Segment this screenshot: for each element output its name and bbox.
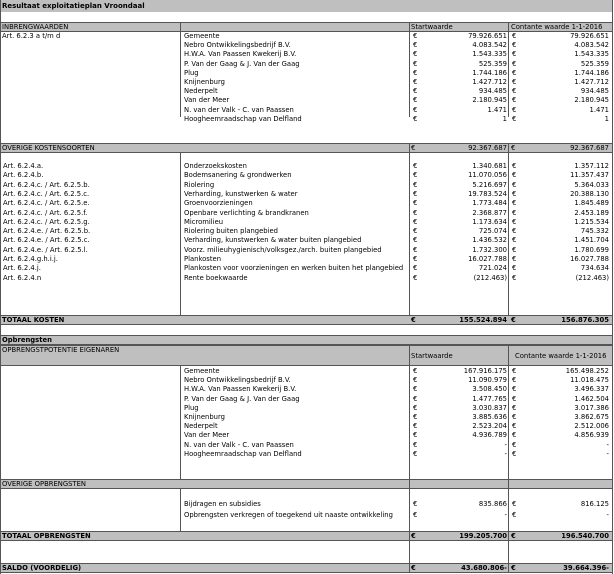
row-description: Verharding, kunstwerken & water bbox=[184, 189, 298, 198]
value-startwaarde: 934.485 bbox=[478, 87, 507, 96]
column-divider bbox=[508, 531, 509, 573]
currency-symbol: € bbox=[413, 440, 418, 449]
currency-symbol: € bbox=[413, 394, 418, 403]
currency-symbol: € bbox=[512, 376, 517, 385]
currency-symbol: € bbox=[512, 208, 517, 217]
table-row bbox=[0, 41, 612, 50]
table-row bbox=[0, 367, 612, 376]
value-contante-waarde: 816.125 bbox=[580, 500, 609, 508]
currency-symbol: € bbox=[413, 41, 418, 50]
table-row bbox=[0, 78, 612, 87]
value-contante-waarde: 16.027.788 bbox=[570, 255, 609, 263]
currency-symbol: € bbox=[512, 105, 517, 114]
saldo-startwaarde: 43.680.806- bbox=[461, 564, 507, 572]
row-description: Hoogheemraadschap van Delfland bbox=[184, 114, 302, 123]
opbrengsten-title-row bbox=[0, 335, 612, 345]
table-row bbox=[0, 87, 612, 96]
value-startwaarde: 1.477.765 bbox=[472, 394, 507, 403]
header-overige-opbrengsten bbox=[0, 479, 612, 489]
section-title: Opbrengsten bbox=[2, 336, 52, 344]
currency-symbol: € bbox=[512, 403, 517, 412]
section-label: OVERIGE OPBRENGSTEN bbox=[2, 480, 86, 488]
currency-symbol: € bbox=[413, 403, 418, 412]
column-divider bbox=[409, 143, 410, 315]
currency-symbol: € bbox=[413, 385, 418, 394]
currency-symbol: € bbox=[512, 367, 517, 375]
currency-symbol: € bbox=[512, 385, 517, 394]
value-contante-waarde: 1.543.335 bbox=[574, 50, 609, 59]
table-row bbox=[0, 115, 612, 124]
value-startwaarde: 1.340.681 bbox=[472, 162, 507, 170]
header-opbrengstpotentie bbox=[0, 345, 612, 366]
value-contante-waarde: 4.856.939 bbox=[574, 431, 609, 440]
column-divider bbox=[180, 153, 181, 315]
article-ref-row bbox=[0, 32, 612, 41]
header-overige-kostensoorten bbox=[0, 143, 612, 153]
row-description: Hoogheemraadschap van Delfland bbox=[184, 449, 302, 458]
currency-symbol: € bbox=[413, 199, 418, 208]
row-description: Onderzoekskosten bbox=[184, 162, 247, 170]
column-divider bbox=[409, 22, 410, 117]
currency-symbol: € bbox=[411, 564, 416, 572]
article-ref: Art. 6.2.4.j. bbox=[3, 264, 41, 273]
currency-symbol: € bbox=[512, 114, 517, 123]
row-description: Knijnenburg bbox=[184, 413, 225, 421]
table-row bbox=[0, 255, 612, 264]
row-description: Gemeente bbox=[184, 32, 220, 40]
article-ref: Art. 6.2.4.b. bbox=[3, 171, 44, 180]
table-row bbox=[0, 450, 612, 459]
value-startwaarde: 19.783.524 bbox=[468, 189, 507, 198]
row-description: H.W.A. Van Paassen Kwekerij B.V. bbox=[184, 385, 297, 394]
value-contante-waarde: 2.180.945 bbox=[574, 96, 609, 105]
currency-symbol: € bbox=[511, 532, 516, 540]
article-ref: Art. 6.2.4.a. bbox=[3, 162, 44, 170]
value-startwaarde: 1.773.484 bbox=[472, 199, 507, 208]
currency-symbol: € bbox=[512, 273, 517, 282]
currency-symbol: € bbox=[512, 500, 517, 508]
total-costs-row bbox=[0, 315, 612, 325]
value-startwaarde: - bbox=[504, 449, 507, 458]
value-startwaarde: 11.070.056 bbox=[468, 171, 507, 180]
currency-symbol: € bbox=[511, 144, 516, 152]
column-divider bbox=[409, 479, 410, 531]
value-contante-waarde: - bbox=[606, 440, 609, 449]
value-contante-waarde: 11.018.475 bbox=[570, 376, 609, 385]
currency-symbol: € bbox=[413, 255, 418, 263]
total-contante-waarde: 156.876.305 bbox=[561, 316, 609, 324]
table-row bbox=[0, 69, 612, 78]
sheet-title: Resultaat exploitatieplan Vroondaal bbox=[0, 0, 612, 12]
currency-symbol: € bbox=[512, 68, 517, 77]
article-ref: Art. 6.2.4.c. / Art. 6.2.5.g. bbox=[3, 217, 90, 226]
table-row bbox=[0, 422, 612, 431]
row-description: Openbare verlichting & brandkranen bbox=[184, 208, 309, 217]
table-row bbox=[0, 171, 612, 180]
currency-symbol: € bbox=[413, 273, 418, 282]
currency-symbol: € bbox=[413, 413, 418, 421]
column-divider bbox=[409, 345, 410, 479]
currency-symbol: € bbox=[413, 162, 418, 170]
article-ref: Art. 6.2.4.e. / Art. 6.2.5.b. bbox=[3, 227, 91, 236]
currency-symbol: € bbox=[413, 189, 418, 198]
saldo-contante-waarde: 39.664.396- bbox=[563, 564, 609, 572]
value-contante-waarde: 2.453.189 bbox=[574, 208, 609, 217]
currency-symbol: € bbox=[413, 50, 418, 59]
left-border bbox=[0, 0, 1, 574]
column-header-contante-waarde: Contante waarde 1-1-2016 bbox=[511, 23, 603, 31]
value-startwaarde: 1.173.634 bbox=[472, 217, 507, 226]
total-startwaarde: 199.205.700 bbox=[459, 532, 507, 540]
row-description: Nebro Ontwikkelingsbedrijf B.V. bbox=[184, 376, 291, 385]
article-ref: Art. 6.2.4.c. / Art. 6.2.5.b. bbox=[3, 180, 90, 189]
currency-symbol: € bbox=[413, 264, 418, 273]
currency-symbol: € bbox=[512, 440, 517, 449]
column-divider bbox=[409, 531, 410, 573]
value-contante-waarde: 79.926.651 bbox=[570, 32, 609, 40]
article-ref: Art. 6.2.3 a t/m d bbox=[2, 32, 61, 40]
value-startwaarde: 3.508.450 bbox=[472, 385, 507, 394]
row-description: Verharding, kunstwerken & water buiten plangebied bbox=[184, 236, 362, 245]
column-header-contante-waarde: Contante waarde 1-1-2016 bbox=[515, 352, 607, 360]
value-contante-waarde: 1.744.186 bbox=[574, 68, 609, 77]
currency-symbol: € bbox=[413, 59, 418, 68]
currency-symbol: € bbox=[512, 245, 517, 254]
table-row bbox=[0, 246, 612, 255]
row-description: Micromilieu bbox=[184, 217, 224, 226]
currency-symbol: € bbox=[411, 144, 416, 152]
currency-symbol: € bbox=[512, 180, 517, 189]
value-contante-waarde: 3.496.337 bbox=[574, 385, 609, 394]
row-description: H.W.A. Van Paassen Kwekerij B.V. bbox=[184, 50, 297, 59]
article-ref: Art. 6.2.4.g.h.i.j. bbox=[3, 255, 58, 263]
value-startwaarde: 1.427.712 bbox=[472, 78, 507, 86]
row-description: P. Van der Gaag & J. Van der Gaag bbox=[184, 59, 300, 68]
row-description: Van der Meer bbox=[184, 431, 230, 440]
table-row bbox=[0, 395, 612, 404]
table-row bbox=[0, 236, 612, 245]
article-ref: Art. 6.2.4.e. / Art. 6.2.5.c. bbox=[3, 236, 90, 245]
value-startwaarde: - bbox=[504, 440, 507, 449]
currency-symbol: € bbox=[413, 105, 418, 114]
currency-symbol: € bbox=[411, 316, 416, 324]
row-description: Voorz. milieuhygienisch/volksgez./arch. buiten plangebied bbox=[184, 245, 382, 254]
currency-symbol: € bbox=[413, 367, 418, 375]
currency-symbol: € bbox=[511, 564, 516, 572]
saldo-row bbox=[0, 563, 612, 573]
column-header-startwaarde: Startwaarde bbox=[411, 23, 453, 31]
value-contante-waarde: 1.845.489 bbox=[574, 199, 609, 208]
value-startwaarde: 835.866 bbox=[478, 500, 507, 508]
table-row bbox=[0, 227, 612, 236]
currency-symbol: € bbox=[512, 199, 517, 208]
currency-symbol: € bbox=[512, 236, 517, 245]
row-description: N. van der Valk - C. van Paassen bbox=[184, 105, 294, 114]
column-divider bbox=[508, 345, 509, 479]
value-startwaarde: 1.436.532 bbox=[472, 236, 507, 245]
header-inbrengwaarden bbox=[0, 22, 612, 32]
value-startwaarde: 11.090.979 bbox=[468, 376, 507, 385]
section-label: INBRENGWAARDEN bbox=[2, 23, 69, 31]
currency-symbol: € bbox=[413, 96, 418, 105]
currency-symbol: € bbox=[512, 431, 517, 440]
value-startwaarde: 3.030.837 bbox=[472, 403, 507, 412]
value-startwaarde: 1.471 bbox=[487, 105, 507, 114]
table-row bbox=[0, 404, 612, 413]
currency-symbol: € bbox=[413, 245, 418, 254]
value-startwaarde: 4.083.542 bbox=[472, 41, 507, 50]
currency-symbol: € bbox=[413, 217, 418, 226]
value-startwaarde: 4.936.789 bbox=[472, 431, 507, 440]
value-startwaarde: 167.916.175 bbox=[463, 367, 507, 375]
currency-symbol: € bbox=[512, 171, 517, 180]
currency-symbol: € bbox=[511, 316, 516, 324]
currency-symbol: € bbox=[411, 532, 416, 540]
currency-symbol: € bbox=[413, 78, 418, 86]
currency-symbol: € bbox=[512, 413, 517, 421]
table-row bbox=[0, 190, 612, 199]
currency-symbol: € bbox=[413, 500, 418, 508]
currency-symbol: € bbox=[512, 78, 517, 86]
value-contante-waarde: 1.780.699 bbox=[574, 245, 609, 254]
table-row bbox=[0, 50, 612, 59]
row-description: Nederpelt bbox=[184, 87, 218, 96]
value-contante-waarde: 1.471 bbox=[589, 105, 609, 114]
value-contante-waarde: 4.083.542 bbox=[574, 41, 609, 50]
table-row bbox=[0, 209, 612, 218]
value-startwaarde: - bbox=[504, 511, 507, 519]
currency-symbol: € bbox=[413, 87, 418, 96]
table-row bbox=[0, 376, 612, 385]
currency-symbol: € bbox=[512, 189, 517, 198]
article-ref: Art. 6.2.4.c. / Art. 6.2.5.e. bbox=[3, 199, 90, 208]
article-ref: Art. 6.2.4.e. / Art. 6.2.5.l. bbox=[3, 245, 88, 254]
table-row bbox=[0, 96, 612, 105]
row-description: Gemeente bbox=[184, 367, 220, 375]
value-startwaarde: 1 bbox=[502, 114, 507, 123]
row-description: Rente boekwaarde bbox=[184, 273, 248, 282]
column-divider bbox=[180, 366, 181, 479]
table-row bbox=[0, 431, 612, 440]
row-description: Plankosten voor voorzieningen en werken buiten het plangebied bbox=[184, 264, 404, 273]
value-contante-waarde: 734.634 bbox=[580, 264, 609, 273]
row-description: Plankosten bbox=[184, 255, 222, 263]
currency-symbol: € bbox=[512, 96, 517, 105]
value-contante-waarde: (212.463) bbox=[575, 273, 609, 282]
subtotal-startwaarde: 92.367.687 bbox=[468, 144, 507, 152]
total-label: TOTAAL OPBRENGSTEN bbox=[2, 532, 91, 540]
value-startwaarde: 725.074 bbox=[478, 227, 507, 236]
article-ref: Art. 6.2.4.n bbox=[3, 273, 42, 282]
row-description: Plug bbox=[184, 68, 199, 77]
value-startwaarde: 3.885.636 bbox=[472, 413, 507, 421]
value-startwaarde: 2.523.204 bbox=[472, 422, 507, 431]
currency-symbol: € bbox=[413, 227, 418, 236]
table-row bbox=[0, 264, 612, 273]
currency-symbol: € bbox=[413, 180, 418, 189]
column-divider bbox=[180, 22, 181, 117]
currency-symbol: € bbox=[413, 208, 418, 217]
table-row bbox=[0, 106, 612, 115]
row-description: Nederpelt bbox=[184, 422, 218, 431]
value-contante-waarde: 5.364.033 bbox=[574, 180, 609, 189]
value-contante-waarde: 1 bbox=[604, 114, 609, 123]
table-row bbox=[0, 413, 612, 422]
currency-symbol: € bbox=[413, 68, 418, 77]
currency-symbol: € bbox=[512, 449, 517, 458]
currency-symbol: € bbox=[413, 114, 418, 123]
value-contante-waarde: 745.332 bbox=[580, 227, 609, 236]
table-row bbox=[0, 199, 612, 208]
currency-symbol: € bbox=[512, 50, 517, 59]
currency-symbol: € bbox=[413, 511, 418, 519]
value-startwaarde: 5.216.697 bbox=[472, 180, 507, 189]
row-description: Plug bbox=[184, 403, 199, 412]
table-row bbox=[0, 218, 612, 227]
currency-symbol: € bbox=[512, 162, 517, 170]
value-contante-waarde: 1.427.712 bbox=[574, 78, 609, 86]
table-row bbox=[0, 181, 612, 190]
value-startwaarde: 16.027.788 bbox=[468, 255, 507, 263]
table-row bbox=[0, 162, 612, 171]
value-contante-waarde: 1.462.504 bbox=[574, 394, 609, 403]
value-startwaarde: (212.463) bbox=[473, 273, 507, 282]
currency-symbol: € bbox=[512, 422, 517, 431]
column-divider bbox=[180, 489, 181, 531]
currency-symbol: € bbox=[413, 449, 418, 458]
value-startwaarde: 1.744.186 bbox=[472, 68, 507, 77]
value-startwaarde: 2.180.945 bbox=[472, 96, 507, 105]
value-contante-waarde: 934.485 bbox=[580, 87, 609, 96]
currency-symbol: € bbox=[413, 431, 418, 440]
article-ref: Art. 6.2.4.c. / Art. 6.2.5.c. bbox=[3, 189, 90, 198]
value-startwaarde: 721.024 bbox=[478, 264, 507, 273]
value-contante-waarde: 3.862.675 bbox=[574, 413, 609, 421]
value-contante-waarde: 20.388.130 bbox=[570, 189, 609, 198]
article-ref: Art. 6.2.4.c. / Art. 6.2.5.f. bbox=[3, 208, 88, 217]
saldo-label: SALDO (VOORDELIG) bbox=[2, 564, 82, 572]
row-description: Bodemsanering & grondwerken bbox=[184, 171, 292, 180]
column-divider bbox=[508, 479, 509, 531]
value-startwaarde: 1.543.335 bbox=[472, 50, 507, 59]
currency-symbol: € bbox=[413, 171, 418, 180]
value-startwaarde: 79.926.651 bbox=[468, 32, 507, 40]
currency-symbol: € bbox=[413, 422, 418, 431]
currency-symbol: € bbox=[512, 264, 517, 273]
row-description: Riolering buiten plangebied bbox=[184, 227, 279, 236]
row-description: Knijnenburg bbox=[184, 78, 225, 86]
column-header-startwaarde: Startwaarde bbox=[411, 352, 453, 360]
value-contante-waarde: 2.512.006 bbox=[574, 422, 609, 431]
row-description: N. van der Valk - C. van Paassen bbox=[184, 440, 294, 449]
table-row bbox=[0, 60, 612, 69]
currency-symbol: € bbox=[512, 227, 517, 236]
value-contante-waarde: 1.215.534 bbox=[574, 217, 609, 226]
value-contante-waarde: 11.357.437 bbox=[570, 171, 609, 180]
total-contante-waarde: 196.540.700 bbox=[561, 532, 609, 540]
section-label: OPBRENGSTPOTENTIE EIGENAREN bbox=[2, 346, 120, 354]
value-contante-waarde: - bbox=[606, 449, 609, 458]
value-contante-waarde: 525.359 bbox=[580, 59, 609, 68]
table-row bbox=[0, 385, 612, 394]
currency-symbol: € bbox=[512, 394, 517, 403]
value-startwaarde: 525.359 bbox=[478, 59, 507, 68]
total-label: TOTAAL KOSTEN bbox=[2, 316, 65, 324]
table-row bbox=[0, 441, 612, 450]
currency-symbol: € bbox=[413, 376, 418, 385]
row-description: Opbrengsten verkregen of toegekend uit naaste ontwikkeling bbox=[184, 511, 393, 519]
value-startwaarde: 1.732.300 bbox=[472, 245, 507, 254]
row-description: Van der Meer bbox=[184, 96, 230, 105]
currency-symbol: € bbox=[512, 87, 517, 96]
value-contante-waarde: 3.017.386 bbox=[574, 403, 609, 412]
row-description: Nebro Ontwikkelingsbedrijf B.V. bbox=[184, 41, 291, 50]
row-description: P. Van der Gaag & J. Van der Gaag bbox=[184, 394, 300, 403]
row-description: Groenvoorzieningen bbox=[184, 199, 253, 208]
total-revenues-row bbox=[0, 531, 612, 541]
right-border bbox=[612, 0, 613, 574]
value-contante-waarde: - bbox=[606, 511, 609, 519]
currency-symbol: € bbox=[512, 41, 517, 50]
value-contante-waarde: 165.498.252 bbox=[565, 367, 609, 375]
value-contante-waarde: 1.357.112 bbox=[574, 162, 609, 170]
section-label: OVERIGE KOSTENSOORTEN bbox=[2, 144, 95, 152]
currency-symbol: € bbox=[413, 32, 418, 40]
total-startwaarde: 155.524.894 bbox=[459, 316, 507, 324]
currency-symbol: € bbox=[512, 511, 517, 519]
table-row bbox=[0, 274, 612, 283]
column-divider bbox=[508, 22, 509, 117]
value-contante-waarde: 1.451.704 bbox=[574, 236, 609, 245]
currency-symbol: € bbox=[512, 32, 517, 40]
value-startwaarde: 2.368.877 bbox=[472, 208, 507, 217]
table-row bbox=[0, 500, 612, 509]
currency-symbol: € bbox=[512, 255, 517, 263]
currency-symbol: € bbox=[512, 59, 517, 68]
row-description: Bijdragen en subsidies bbox=[184, 500, 261, 508]
column-divider bbox=[508, 143, 509, 315]
currency-symbol: € bbox=[413, 236, 418, 245]
currency-symbol: € bbox=[512, 217, 517, 226]
table-row bbox=[0, 511, 612, 520]
subtotal-contante-waarde: 92.367.687 bbox=[570, 144, 609, 152]
row-description: Riolering bbox=[184, 180, 215, 189]
